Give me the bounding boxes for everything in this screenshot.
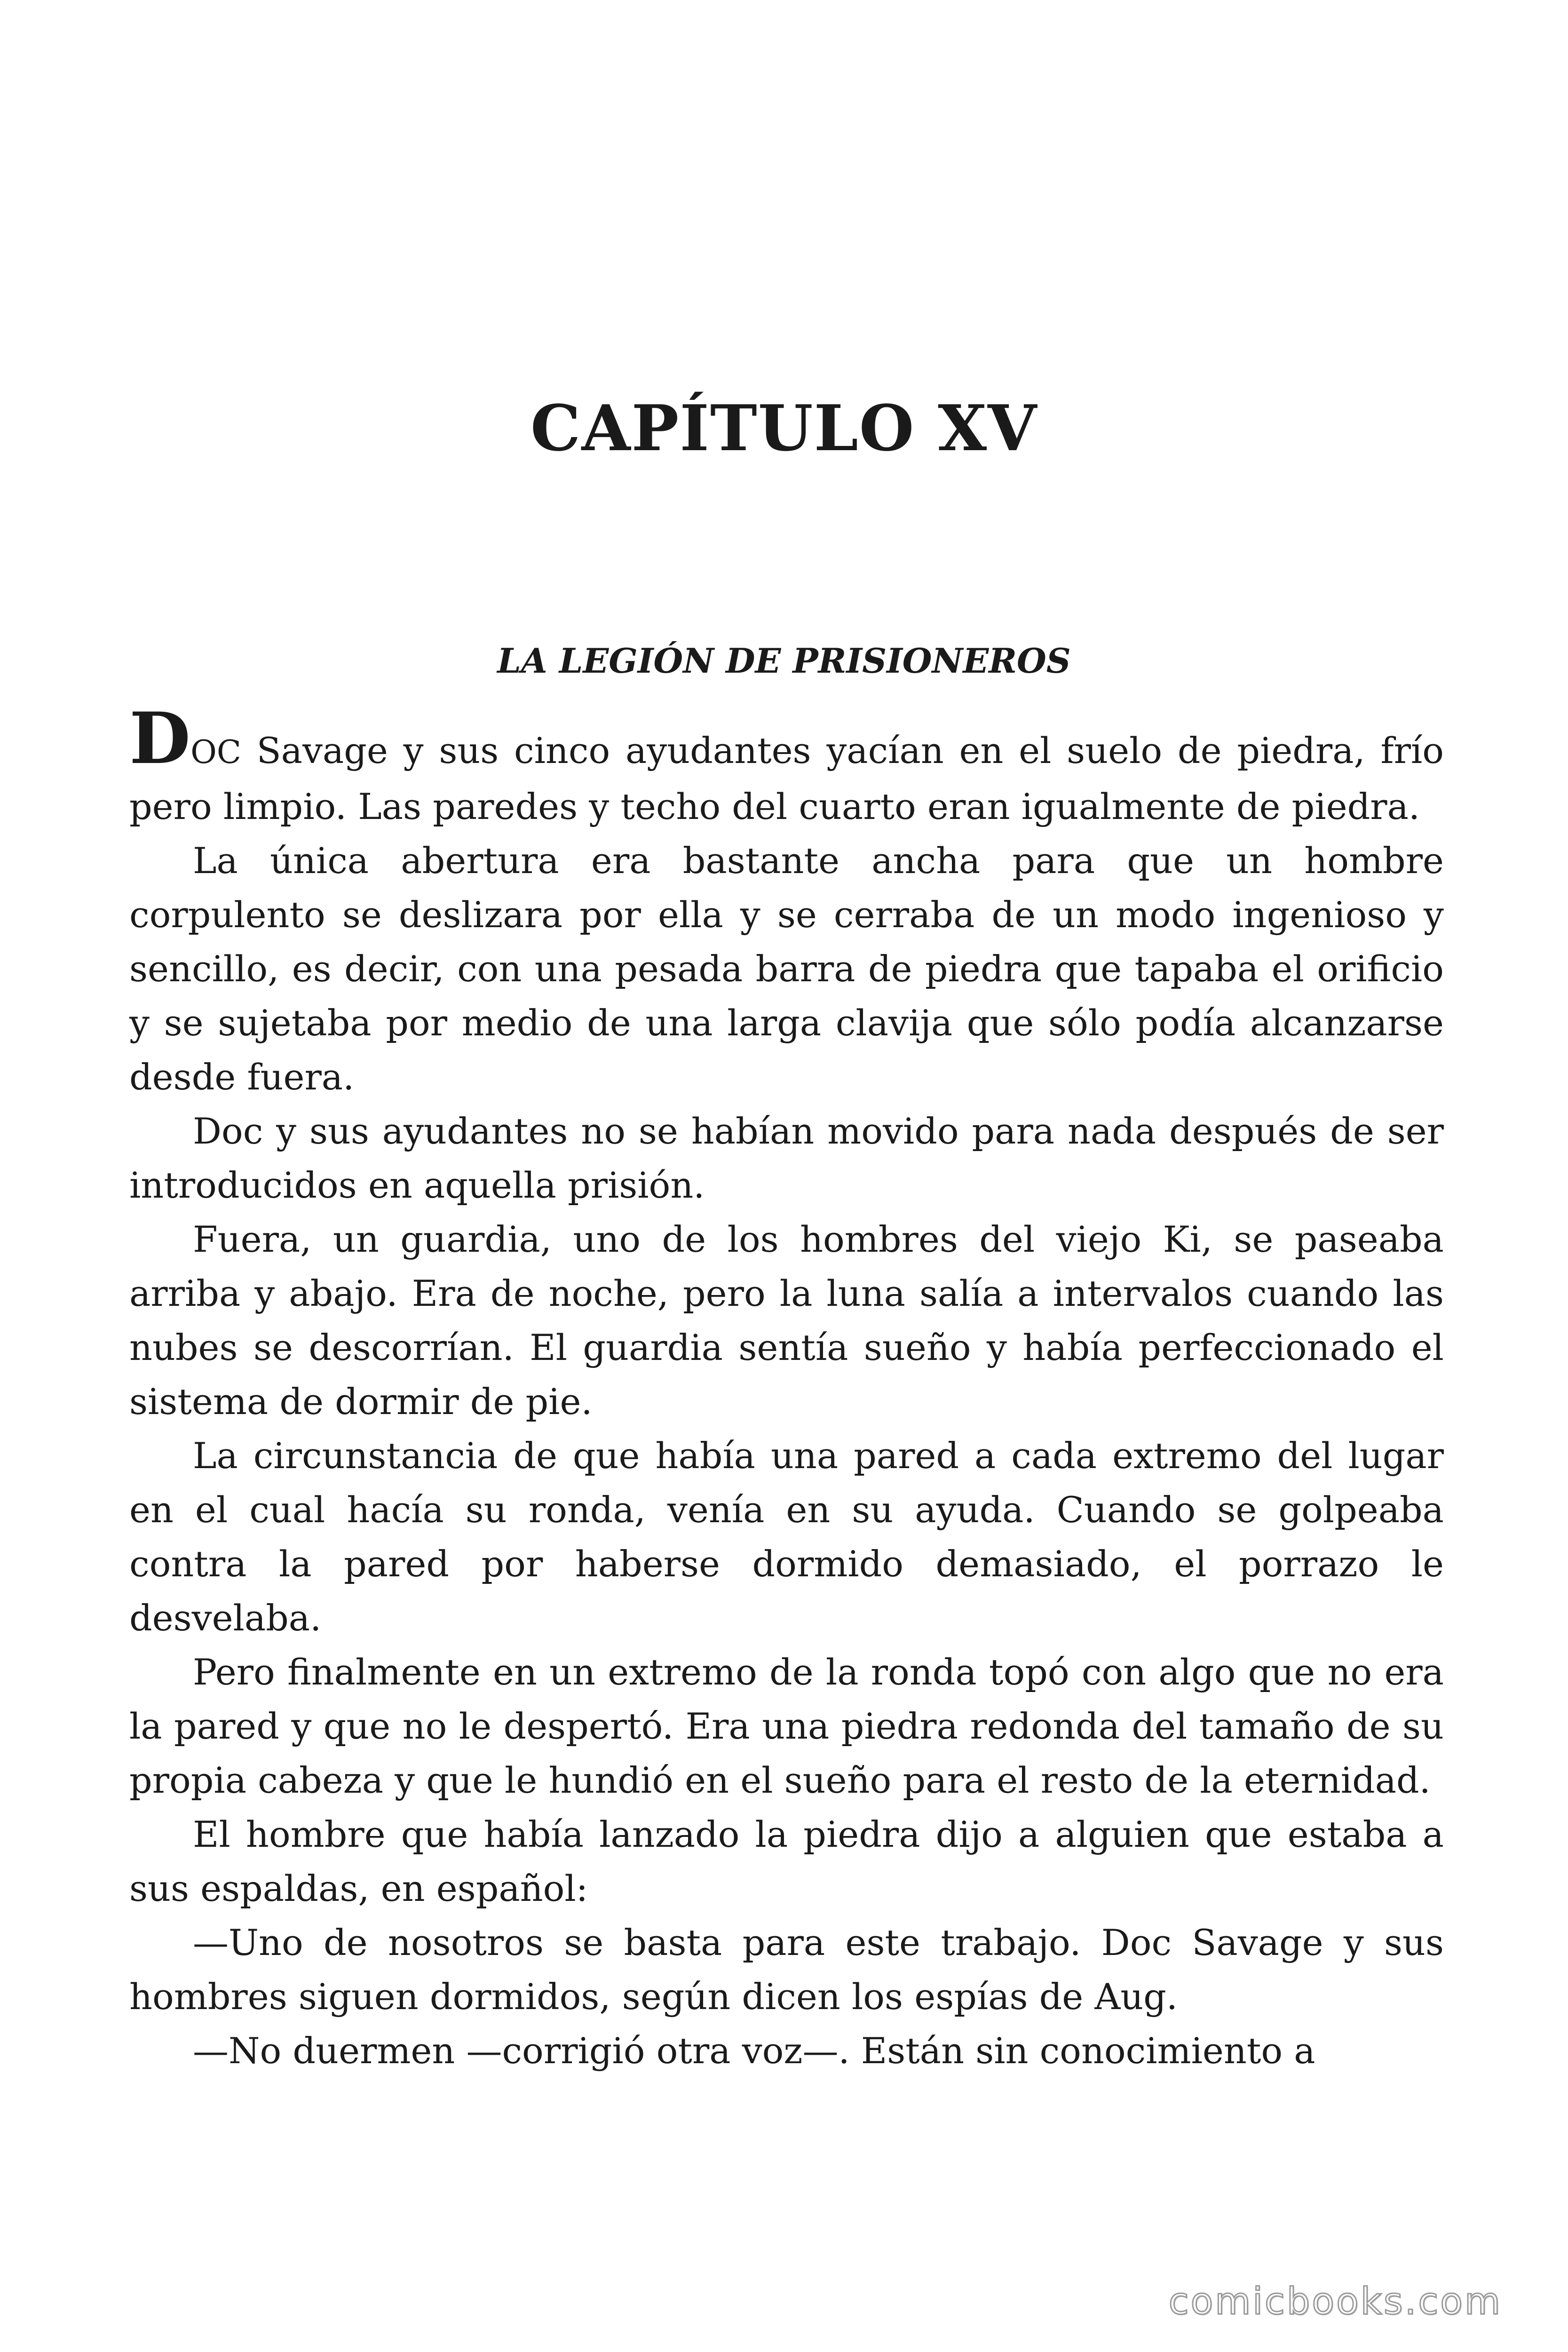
paragraph-2: La única abertura era bastante ancha para que un hombre corpulento se deslizara por ella y se cerraba de un modo ingenioso y sencillo, es decir, con una pesada barra de piedra que tapaba el orificio y se sujetaba por medio de una larga clavija que sólo podía alcanzarse desde fuera.: [129, 840, 1444, 1098]
chapter-subtitle: LA LEGIÓN DE PRISIONEROS: [497, 641, 1071, 681]
chapter-body: [129, 697, 1444, 2078]
chapter-title: CAPÍTULO XV: [530, 391, 1038, 465]
paragraph-1-text: Savage y sus cinco ayudantes yacían en el suelo de piedra, frío pero limpio. Las paredes y techo del cuarto eran igualmente de piedra.: [129, 730, 1444, 827]
paragraph-9: —No duermen —corrigió otra voz—. Están sin conocimiento a: [193, 2030, 1315, 2072]
paragraph-3: Doc y sus ayudantes no se habían movido para nada después de ser introducidos en aquella prisión.: [129, 1110, 1444, 1206]
paragraph-1: [129, 697, 1444, 834]
paragraph-5: La circunstancia de que había una pared a cada extremo del lugar en el cual hacía su ronda, venía en su ayuda. Cuando se golpeaba contra la pared por haberse dormido demasiado, el porrazo le desvelaba.: [129, 1435, 1444, 1639]
paragraph-7: El hombre que había lanzado la piedra dijo a alguien que estaba a sus espaldas, en español:: [129, 1813, 1444, 1909]
drop-cap: D: [129, 697, 191, 780]
paragraph-8: —Uno de nosotros se basta para este trabajo. Doc Savage y sus hombres siguen dormidos, según dicen los espías de Aug.: [129, 1922, 1444, 2018]
paragraph-1-smallcaps: OC: [190, 734, 241, 771]
paragraph-6: Pero finalmente en un extremo de la ronda topó con algo que no era la pared y que no le despertó. Era una piedra redonda del tamaño de su propia cabeza y que le hundió en el sueño para el resto de la eternidad.: [129, 1651, 1444, 1801]
paragraph-4: Fuera, un guardia, uno de los hombres del viejo Ki, se paseaba arriba y abajo. Era de noche, pero la luna salía a intervalos cuando las nubes se descorrían. El guardia sentía sueño y había perfeccionado el sistema de dormir de pie.: [129, 1218, 1444, 1422]
watermark: comicbooks.com: [1168, 2280, 1502, 2323]
